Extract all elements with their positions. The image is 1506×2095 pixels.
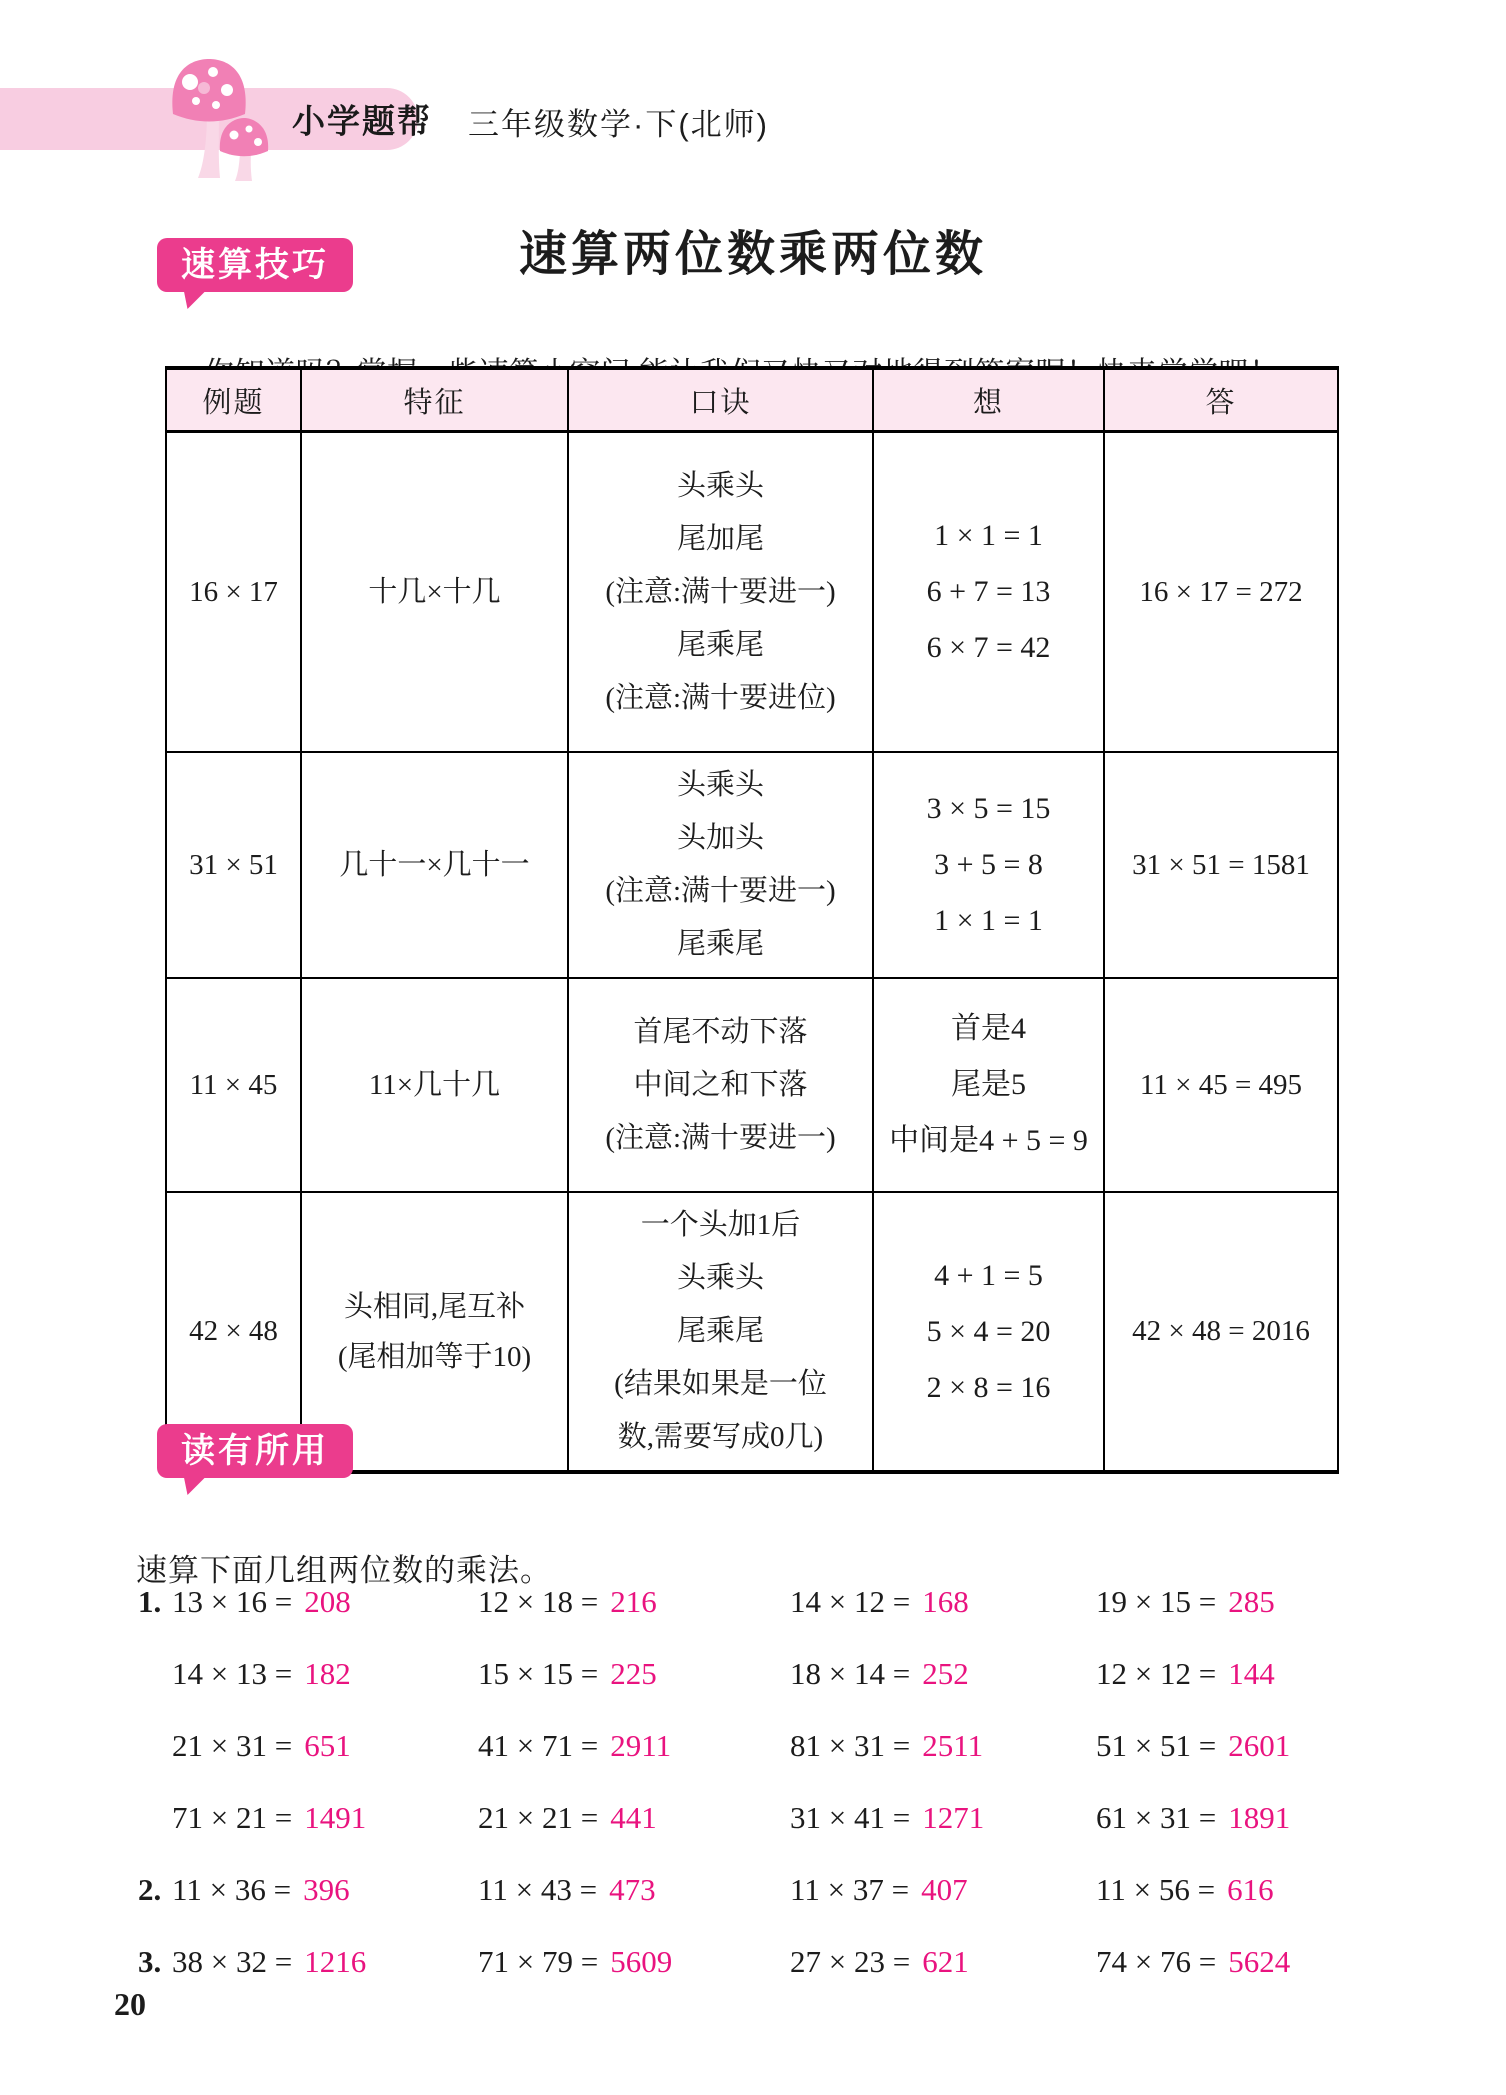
think-line: 尾是5 (951, 1068, 1026, 1101)
answer-value: 208 (304, 1584, 351, 1619)
expression: 41 × 71 = (478, 1728, 599, 1763)
exercise-item (790, 1656, 1096, 1692)
table-header-row (166, 368, 1338, 432)
exercise-item (1096, 1728, 1438, 1764)
expression: 18 × 14 = (790, 1656, 911, 1691)
answer-value: 5624 (1228, 1944, 1291, 1979)
page-title: 速算两位数乘两位数 (518, 228, 987, 282)
expression: 51 × 51 = (1096, 1728, 1217, 1763)
answer-value: 621 (922, 1944, 969, 1979)
think-line: 6 + 7 = 13 (926, 575, 1051, 608)
expression: 11 × 56 = (1096, 1872, 1216, 1907)
mnemonic-line: 中间之和下落 (633, 1068, 808, 1101)
expression: 11 × 43 = (478, 1872, 598, 1907)
expression: 74 × 76 = (1096, 1944, 1217, 1979)
expression: 12 × 18 = (478, 1584, 599, 1619)
answer-value: 225 (610, 1656, 657, 1691)
answer-value: 651 (304, 1728, 351, 1763)
think-cell (873, 978, 1104, 1192)
exercise-item (790, 1584, 1096, 1620)
exercise-item (478, 1656, 790, 1692)
table-row (166, 752, 1338, 978)
think-line: 5 × 4 = 20 (926, 1314, 1051, 1348)
exercise-item (1096, 1872, 1438, 1908)
mnemonic-line: 头乘头 (676, 769, 764, 801)
think-line: 2 × 8 = 16 (926, 1370, 1051, 1404)
problem-number: 2. (138, 1872, 162, 1907)
exercise-item (1096, 1656, 1438, 1692)
mnemonic-cell (568, 1192, 873, 1472)
answer-value: 1891 (1228, 1800, 1291, 1835)
mnemonic-line: 尾乘尾 (676, 1315, 764, 1347)
answer-value: 168 (922, 1584, 969, 1619)
expression: 21 × 21 = (478, 1800, 599, 1835)
exercise-item (478, 1944, 790, 1980)
feature-cell (301, 432, 568, 753)
answer-value: 5609 (610, 1944, 673, 1979)
think-line: 6 × 7 = 42 (926, 631, 1051, 664)
mnemonic-line: (注意:满十要进位) (605, 681, 836, 714)
answer-value: 407 (921, 1872, 968, 1907)
mnemonic-line: 头乘头 (676, 469, 764, 502)
exercise-item (790, 1944, 1096, 1980)
answer-value: 396 (303, 1872, 350, 1907)
column-header-example: 例题 (166, 368, 301, 432)
feature-line: 头相同,尾互补 (343, 1290, 526, 1323)
exercise-item (1096, 1584, 1438, 1620)
mnemonic-cell (568, 432, 873, 753)
answer-value: 182 (304, 1656, 351, 1691)
exercise-line (138, 1638, 1438, 1710)
brand-name: 小学题帮 (292, 102, 432, 140)
mnemonic-line: 尾乘尾 (676, 928, 764, 960)
mnemonic-line: 头加头 (676, 822, 764, 854)
answer-value: 473 (609, 1872, 656, 1907)
expression: 71 × 21 = (172, 1800, 293, 1835)
expression: 14 × 13 = (172, 1656, 293, 1691)
expression: 15 × 15 = (478, 1656, 599, 1691)
exercise-item (172, 1656, 478, 1692)
answer-value: 2511 (922, 1728, 984, 1763)
column-header-answer: 答 (1104, 368, 1338, 432)
mnemonic-line: 一个头加1后 (640, 1209, 801, 1241)
exercise-item (172, 1728, 478, 1764)
example-cell: 11 × 45 (166, 978, 301, 1192)
practice-badge: 读有所用 (157, 1424, 353, 1478)
feature-line: 十几×十几 (368, 576, 501, 608)
exercise-item (172, 1584, 478, 1620)
exercise-line (138, 1566, 1438, 1638)
example-cell: 16 × 17 (166, 432, 301, 753)
expression: 21 × 31 = (172, 1728, 293, 1763)
feature-line: 11×几十几 (368, 1069, 501, 1101)
mnemonic-line: (注意:满十要进一) (605, 875, 836, 907)
exercise-list (138, 1566, 1438, 1998)
expression: 31 × 41 = (790, 1800, 911, 1835)
mnemonic-line: 尾加尾 (676, 522, 764, 555)
answer-value: 216 (610, 1584, 657, 1619)
column-header-mnemonic: 口诀 (568, 368, 873, 432)
feature-line: (尾相加等于10) (337, 1340, 532, 1373)
think-line: 1 × 1 = 1 (934, 519, 1043, 552)
answer-cell: 16 × 17 = 272 (1104, 432, 1338, 753)
think-line: 4 + 1 = 5 (934, 1258, 1043, 1292)
think-line: 3 + 5 = 8 (934, 848, 1043, 881)
problem-number: 1. (138, 1584, 162, 1619)
expression: 19 × 15 = (1096, 1584, 1217, 1619)
exercise-item (790, 1800, 1096, 1836)
exercise-item (1096, 1944, 1438, 1980)
exercise-item (790, 1728, 1096, 1764)
answer-value: 1271 (922, 1800, 985, 1835)
mnemonic-line: (结果如果是一位 (614, 1368, 827, 1400)
answer-value: 2911 (610, 1728, 672, 1763)
answer-value: 144 (1228, 1656, 1275, 1691)
expression: 13 × 16 = (172, 1584, 293, 1619)
column-header-think: 想 (873, 368, 1104, 432)
exercise-item (172, 1800, 478, 1836)
mnemonic-line: 头乘头 (676, 1262, 764, 1294)
column-header-feature: 特征 (301, 368, 568, 432)
think-cell (873, 752, 1104, 978)
feature-cell (301, 978, 568, 1192)
think-line: 中间是4 + 5 = 9 (889, 1124, 1088, 1157)
exercise-item (172, 1944, 478, 1980)
exercise-line (138, 1926, 1438, 1998)
answer-value: 2601 (1228, 1728, 1291, 1763)
mnemonic-line: 尾乘尾 (676, 628, 764, 661)
exercise-item (478, 1728, 790, 1764)
expression: 11 × 37 = (790, 1872, 910, 1907)
exercise-item (172, 1872, 478, 1908)
expression: 38 × 32 = (172, 1944, 293, 1979)
answer-cell: 31 × 51 = 1581 (1104, 752, 1338, 978)
table-row (166, 432, 1338, 753)
feature-line: 几十一×几十一 (339, 849, 530, 881)
answer-value: 441 (610, 1800, 657, 1835)
answer-value: 616 (1227, 1872, 1274, 1907)
exercise-item (478, 1584, 790, 1620)
table-row (166, 978, 1338, 1192)
exercise-line (138, 1782, 1438, 1854)
quick-calc-table (165, 366, 1339, 1474)
think-line: 3 × 5 = 15 (926, 792, 1051, 825)
think-cell (873, 432, 1104, 753)
mushroom-icon (152, 50, 290, 188)
mnemonic-line: (注意:满十要进一) (605, 575, 836, 608)
answer-value: 252 (922, 1656, 969, 1691)
example-cell: 42 × 48 (166, 1192, 301, 1472)
answer-value: 285 (1228, 1584, 1275, 1619)
expression: 71 × 79 = (478, 1944, 599, 1979)
practice-instruction: 速算下面几组两位数的乘法。 (136, 1553, 552, 1588)
problem-number: 3. (138, 1944, 162, 1979)
mnemonic-line: 数,需要写成0几) (617, 1421, 824, 1453)
tips-badge: 速算技巧 (157, 238, 353, 292)
expression: 27 × 23 = (790, 1944, 911, 1979)
answer-value: 1216 (304, 1944, 367, 1979)
page-number: 20 (114, 1986, 146, 2022)
expression: 61 × 31 = (1096, 1800, 1217, 1835)
mnemonic-cell (568, 978, 873, 1192)
exercise-item (790, 1872, 1096, 1908)
expression: 81 × 31 = (790, 1728, 911, 1763)
exercise-line (138, 1710, 1438, 1782)
mnemonic-line: 首尾不动下落 (633, 1015, 808, 1048)
exercise-item (478, 1872, 790, 1908)
answer-cell: 42 × 48 = 2016 (1104, 1192, 1338, 1472)
mnemonic-line: (注意:满十要进一) (605, 1121, 836, 1154)
think-line: 1 × 1 = 1 (934, 904, 1043, 937)
edition-label: 三年级数学·下(北师) (468, 107, 769, 142)
think-cell (873, 1192, 1104, 1472)
think-line: 首是4 (951, 1012, 1026, 1045)
exercise-item (1096, 1800, 1438, 1836)
expression: 14 × 12 = (790, 1584, 911, 1619)
expression: 12 × 12 = (1096, 1656, 1217, 1691)
exercise-item (478, 1800, 790, 1836)
feature-cell (301, 752, 568, 978)
expression: 11 × 36 = (172, 1872, 292, 1907)
example-cell: 31 × 51 (166, 752, 301, 978)
answer-cell: 11 × 45 = 495 (1104, 978, 1338, 1192)
answer-value: 1491 (304, 1800, 367, 1835)
exercise-line (138, 1854, 1438, 1926)
mnemonic-cell (568, 752, 873, 978)
